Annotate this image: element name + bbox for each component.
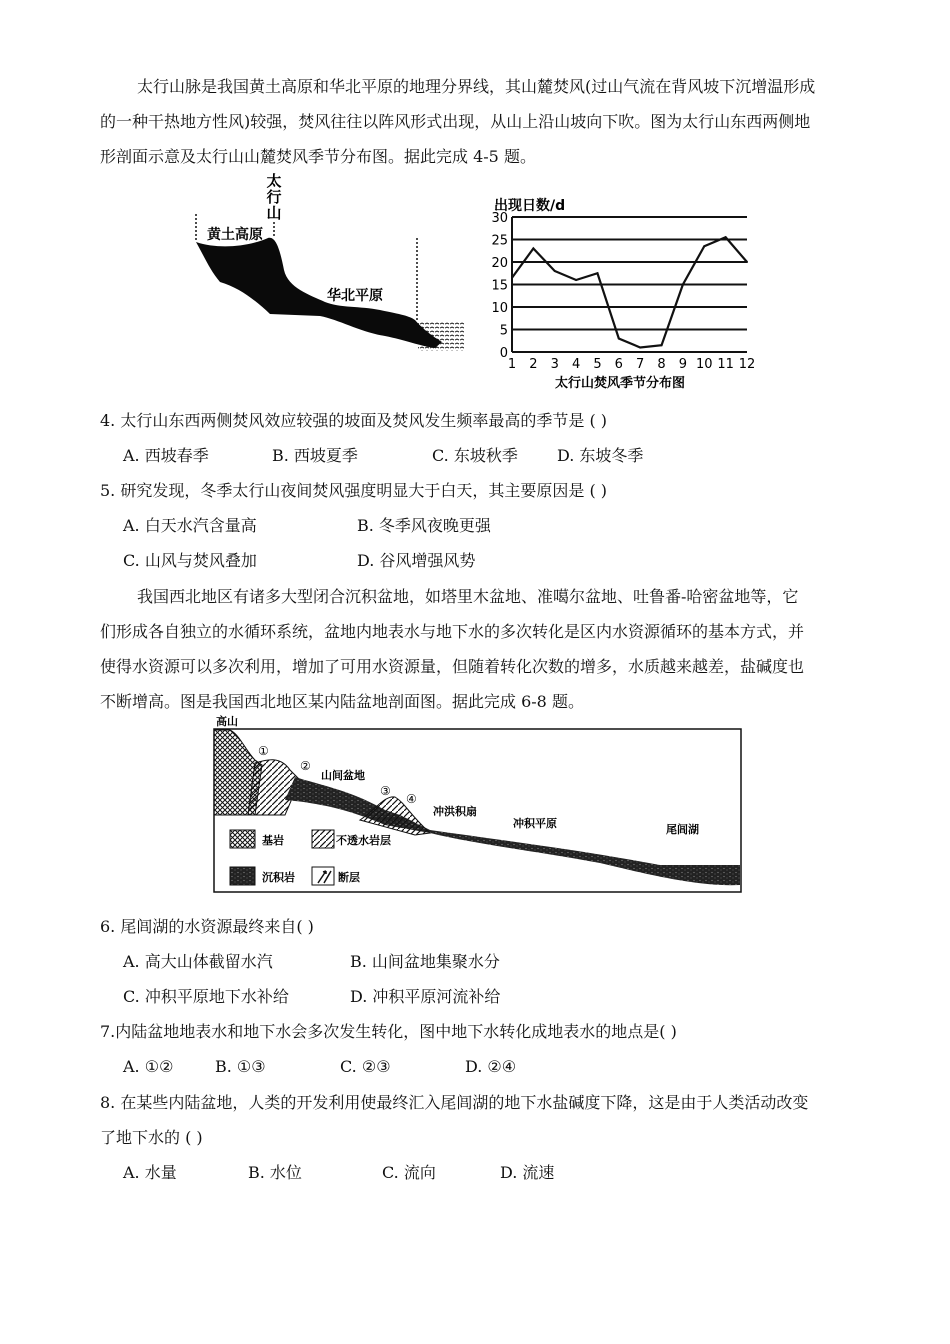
legend-impermeable-swatch (312, 830, 334, 848)
question-5-stem: 5. 研究发现，冬季太行山夜间焚风强度明显大于白天，其主要原因是 ( ) (100, 481, 608, 500)
passage-line: 们形成各自独立的水循环系统，盆地内地表水与地下水的多次转化是区内水资源循环的基本方式，并 (100, 622, 805, 641)
terrain-profile-figure (180, 170, 480, 360)
x-tick-label: 8 (657, 357, 666, 372)
data-point (661, 344, 663, 346)
label-lake: 尾闾湖 (666, 823, 699, 836)
q4-option-b[interactable]: B. 西坡夏季 (272, 446, 358, 465)
x-tick-label: 11 (717, 357, 734, 372)
x-tick-label: 6 (614, 357, 623, 372)
data-point (682, 284, 684, 286)
question-8-stem: 8. 在某些内陆盆地，人类的开发利用使最终汇入尾闾湖的地下水盐碱度下降，这是由于人类活动改变 (100, 1093, 809, 1112)
data-point (746, 261, 748, 263)
passage-line: 我国西北地区有诸多大型闭合沉积盆地，如塔里木盆地、准噶尔盆地、吐鲁番-哈密盆地等，它 (137, 587, 799, 606)
passage-line: 形剖面示意及太行山山麓焚风季节分布图。据此完成 4-5 题。 (100, 147, 536, 166)
marker-3: ③ (380, 784, 391, 798)
q6-option-b[interactable]: B. 山间盆地集聚水分 (350, 952, 500, 971)
data-point (511, 277, 513, 279)
mountain-label-2: 行 (266, 188, 282, 206)
passage-line: 不断增高。图是我国西北地区某内陆盆地剖面图。据此完成 6-8 题。 (100, 692, 584, 711)
q6-option-a[interactable]: A. 高大山体截留水汽 (123, 952, 273, 971)
label-high-mountain: 高山 (216, 715, 238, 728)
q8-option-c[interactable]: C. 流向 (382, 1163, 436, 1182)
foehn-season-chart (480, 190, 770, 395)
passage-line: 太行山脉是我国黄土高原和华北平原的地理分界线，其山麓焚风(过山气流在背风坡下沉增温形成 (137, 77, 816, 96)
plateau-label: 黄土高原 (207, 227, 263, 243)
data-point (703, 245, 705, 247)
question-4-stem: 4. 太行山东西两侧焚风效应较强的坡面及焚风发生频率最高的季节是 ( ) (100, 411, 608, 430)
x-tick-label: 12 (738, 357, 756, 372)
marker-4: ④ (406, 792, 417, 806)
q7-option-b[interactable]: B. ①③ (215, 1057, 266, 1076)
q8-option-a[interactable]: A. 水量 (123, 1163, 177, 1182)
plain-label: 华北平原 (327, 288, 383, 304)
legend-impermeable: 不透水岩层 (336, 834, 391, 847)
x-tick-label: 1 (507, 357, 517, 372)
legend-fault: 断层 (338, 871, 360, 884)
y-tick-label: 0 (499, 346, 508, 361)
q5-option-a[interactable]: A. 白天水汽含量高 (123, 516, 257, 535)
y-tick-label: 5 (499, 323, 508, 339)
q5-option-d[interactable]: D. 谷风增强风势 (357, 551, 476, 570)
x-tick-label: 3 (550, 357, 559, 372)
legend-sediment-swatch (230, 867, 255, 885)
x-tick-label: 2 (529, 357, 538, 372)
legend-sediment: 沉积岩 (262, 871, 295, 884)
question-6-stem: 6. 尾闾湖的水资源最终来自( ) (100, 917, 314, 936)
q8-option-d[interactable]: D. 流速 (500, 1163, 555, 1182)
q4-option-c[interactable]: C. 东坡秋季 (432, 446, 518, 465)
legend-bedrock: 基岩 (262, 834, 284, 847)
question-7-stem: 7.内陆盆地地表水和地下水会多次发生转化，图中地下水转化成地表水的地点是( ) (100, 1022, 677, 1041)
q6-option-c[interactable]: C. 冲积平原地下水补给 (123, 987, 289, 1006)
mountain-label-1: 太 (266, 172, 282, 190)
y-tick-label: 25 (491, 233, 508, 249)
y-tick-label: 20 (491, 256, 508, 271)
q6-option-d[interactable]: D. 冲积平原河流补给 (350, 987, 501, 1006)
label-plain: 冲积平原 (513, 817, 557, 830)
passage-line: 使得水资源可以多次利用，增加了可用水资源量，但随着转化次数的增多，水质越来越差，盐碱度也 (100, 657, 805, 676)
data-point (532, 248, 534, 250)
data-point (639, 347, 641, 349)
marker-2: ② (300, 759, 311, 773)
label-fan: 冲洪积扇 (433, 805, 477, 818)
y-tick-label: 30 (491, 211, 508, 226)
x-tick-label: 5 (593, 357, 602, 372)
data-point (554, 270, 556, 272)
passage-line: 的一种干热地方性风)较强，焚风往往以阵风形式出现，从山上沿山坡向下吹。图为太行山东西两侧地 (100, 112, 811, 131)
chart-title: 太行山焚风季节分布图 (554, 376, 686, 391)
q5-option-c[interactable]: C. 山风与焚风叠加 (123, 551, 257, 570)
y-tick-label: 10 (491, 301, 508, 316)
terrain-silhouette (196, 238, 442, 348)
q4-option-a[interactable]: A. 西坡春季 (123, 446, 209, 465)
legend-bedrock-swatch (230, 830, 255, 848)
mountain-label-3: 山 (266, 204, 282, 222)
q7-option-d[interactable]: D. ②④ (465, 1057, 517, 1076)
basin-profile-figure (200, 715, 750, 900)
q7-option-c[interactable]: C. ②③ (340, 1057, 391, 1076)
q4-option-d[interactable]: D. 东坡冬季 (557, 446, 644, 465)
y-tick-label: 15 (491, 278, 508, 294)
data-point (596, 272, 598, 274)
label-basin: 山间盆地 (321, 769, 365, 782)
marker-1: ① (258, 744, 269, 758)
q8-option-b[interactable]: B. 水位 (248, 1163, 302, 1182)
x-tick-label: 7 (636, 357, 645, 372)
data-point (618, 338, 620, 340)
data-point (575, 279, 577, 281)
q7-option-a[interactable]: A. ①② (123, 1057, 174, 1076)
q5-option-b[interactable]: B. 冬季风夜晚更强 (357, 516, 491, 535)
x-tick-label: 9 (678, 357, 688, 372)
series-line (512, 237, 747, 347)
question-8-stem-cont: 了地下水的 ( ) (100, 1128, 203, 1147)
x-tick-label: 10 (695, 357, 713, 372)
data-point (725, 236, 727, 238)
chart-ylabel: 出现日数/d (494, 198, 566, 214)
x-tick-label: 4 (571, 357, 581, 372)
